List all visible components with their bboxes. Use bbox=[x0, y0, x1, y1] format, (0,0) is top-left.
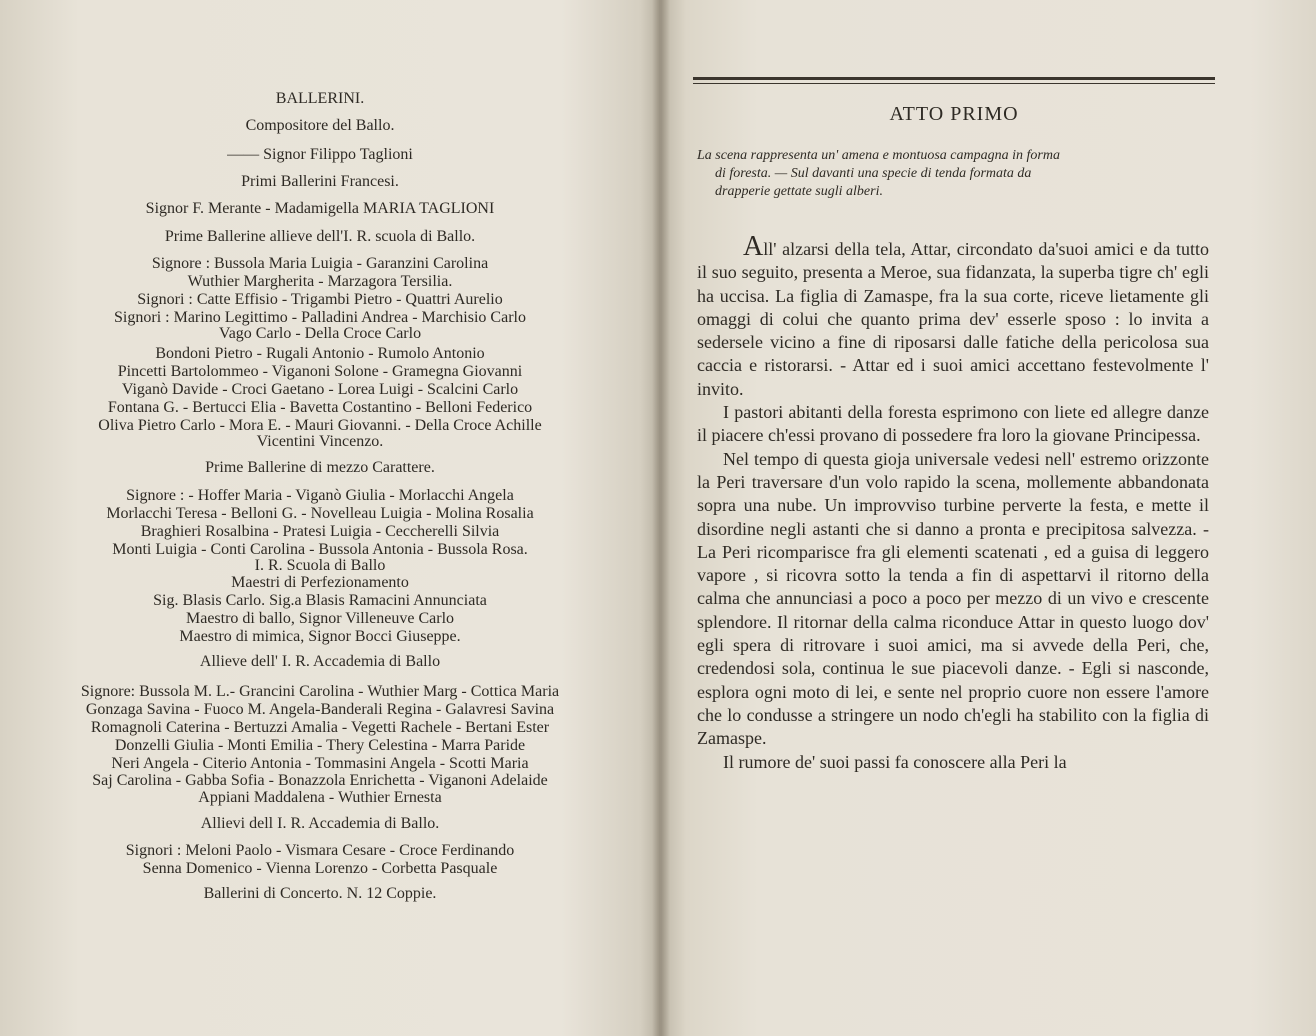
act-title: ATTO PRIMO bbox=[889, 103, 1019, 125]
paragraph: Nel tempo di questa gioja universale vedesi nell' estremo orizzonte la Peri traversare d'un volo rapido la scena, mollemente abbandonata sopra una nube. Un improvviso turbine perverte la festa, e mette il disordine negli astanti che si danno a pronta e precipitosa salvezza. - La Peri ricomparisce fra gli elementi scatenati , ed a guisa di leggero vapore , si ricovra sotto la tenda a fin di aspettarvi il ritorno della calma che annunciasi a poco a poco per mezzo di un vivo e crescente splendore. Il ritornar della calma riconduce Attar in questo luogo dov' egli spera di ritrovare i suoi amici, ma si avvede della Peri, che, credendosi sola, continua le sue piacevoli danze. - Egli si nasconde, esplora ogni moto di lei, e sente nel proprio cuore non essere l'amore che lo condusse a stringere un nodo ch'egli ha stabilito con la figlia di Zamaspe. bbox=[697, 448, 1209, 749]
book-spine bbox=[652, 0, 670, 1036]
cast-line: Pincetti Bartolommeo - Viganoni Solone - Gramegna Giovanni bbox=[117, 363, 523, 380]
header-rule-thin bbox=[693, 83, 1215, 84]
cast-line: Signori : Marino Legittimo - Palladini Andrea - Marchisio Carlo bbox=[114, 309, 526, 326]
cast-line: Sig. Blasis Carlo. Sig.a Blasis Ramacini Annunciata bbox=[153, 592, 487, 609]
section-heading: Compositore del Ballo. bbox=[245, 117, 395, 134]
cast-line: Signore : - Hoffer Maria - Viganò Giulia - Morlacchi Angela bbox=[126, 487, 514, 504]
cast-line: Signore : Bussola Maria Luigia - Garanzini Carolina bbox=[151, 255, 489, 272]
scene-description bbox=[697, 147, 1207, 201]
cast-line: Maestro di ballo, Signor Villeneuve Carlo bbox=[185, 610, 455, 627]
drop-cap: A bbox=[743, 231, 764, 262]
cast-line: —— Signor Filippo Taglioni bbox=[227, 146, 413, 163]
page-title: BALLERINI. bbox=[275, 90, 365, 107]
cast-line: I. R. Scuola di Ballo bbox=[254, 557, 386, 574]
cast-line: Signore: Bussola M. L.- Grancini Carolina - Wuthier Marg - Cottica Maria bbox=[80, 683, 560, 700]
cast-line: Romagnoli Caterina - Bertuzzi Amalia - Vegetti Rachele - Bertani Ester bbox=[90, 719, 550, 736]
cast-line: Wuthier Margherita - Marzagora Tersilia. bbox=[187, 273, 453, 290]
cast-line: Vago Carlo - Della Croce Carlo bbox=[218, 325, 422, 342]
cast-line: Maestro di mimica, Signor Bocci Giuseppe. bbox=[179, 628, 461, 645]
cast-line: Fontana G. - Bertucci Elia - Bavetta Costantino - Belloni Federico bbox=[107, 399, 533, 416]
cast-line: Donzelli Giulia - Monti Emilia - Thery Celestina - Marra Paride bbox=[114, 737, 526, 754]
scene-line: di foresta. — Sul davanti una specie di tenda formata da bbox=[715, 166, 1032, 181]
paragraph: Il rumore de' suoi passi fa conoscere alla Peri la bbox=[723, 751, 1067, 772]
cast-line: Maestri di Perfezionamento bbox=[231, 574, 409, 591]
cast-line: Bondoni Pietro - Rugali Antonio - Rumolo Antonio bbox=[155, 345, 485, 362]
cast-line: Viganò Davide - Croci Gaetano - Lorea Luigi - Scalcini Carlo bbox=[121, 381, 519, 398]
narrative-text bbox=[697, 231, 1209, 774]
paragraph: I pastori abitanti della foresta esprimono con liete ed allegre danze il piacere ch'essi provano di possedere fra loro la giovane Principessa. bbox=[697, 402, 1209, 446]
header-rule-thick bbox=[693, 77, 1215, 80]
cast-line: Vicentini Vincenzo. bbox=[256, 433, 384, 450]
section-heading: Allievi dell I. R. Accademia di Ballo. bbox=[200, 815, 440, 832]
cast-line: Senna Domenico - Vienna Lorenzo - Corbetta Pasquale bbox=[142, 860, 498, 877]
cast-line: Neri Angela - Citerio Antonia - Tommasini Angela - Scotti Maria bbox=[111, 755, 529, 772]
scene-line: La scena rappresenta un' amena e montuosa campagna in forma bbox=[697, 148, 1060, 163]
paragraph bbox=[697, 231, 1209, 401]
cast-line: Saj Carolina - Gabba Sofia - Bonazzola Enrichetta - Viganoni Adelaide bbox=[92, 772, 548, 789]
cast-line: Morlacchi Teresa - Belloni G. - Novelleau Luigia - Molina Rosalia bbox=[106, 505, 534, 522]
section-heading: Allieve dell' I. R. Accademia di Ballo bbox=[199, 653, 441, 670]
cast-line: Signori : Meloni Paolo - Vismara Cesare - Croce Ferdinando bbox=[125, 842, 515, 859]
cast-line: Monti Luigia - Conti Carolina - Bussola Antonia - Bussola Rosa. bbox=[112, 541, 528, 558]
section-heading: Ballerini di Concerto. N. 12 Coppie. bbox=[203, 885, 437, 902]
cast-line: Signor F. Merante - Madamigella MARIA TAGLIONI bbox=[145, 200, 495, 217]
cast-line: Braghieri Rosalbina - Pratesi Luigia - Ceccherelli Silvia bbox=[140, 523, 500, 540]
cast-line: Oliva Pietro Carlo - Mora E. - Mauri Giovanni. - Della Croce Achille bbox=[98, 417, 542, 434]
cast-line: Appiani Maddalena - Wuthier Ernesta bbox=[198, 789, 442, 806]
cast-line: Gonzaga Savina - Fuoco M. Angela-Banderali Regina - Galavresi Savina bbox=[85, 701, 555, 718]
section-heading: Prime Ballerine allieve dell'I. R. scuola di Ballo. bbox=[164, 228, 476, 245]
section-heading: Primi Ballerini Francesi. bbox=[241, 173, 399, 190]
scene-line: drapperie gettate sugli alberi. bbox=[715, 184, 883, 199]
paragraph-text: ll' alzarsi della tela, Attar, circondato da'suoi amici e da tutto il suo seguito, presenta a Meroe, sua fidanzata, la superba tigre ch' egli ha uccisa. La figlia di Zamaspe, fra la sua corte, riceve lietamente gli omaggi di colui che quanto prima dev' esserle sposo : lo invita a sedersele vicino a fine di riposarsi dalle fatiche della pericolosa sua caccia e ristorarsi. - Attar ed i suoi amici accettano festevolmente l' invito. bbox=[697, 239, 1209, 399]
section-heading: Prime Ballerine di mezzo Carattere. bbox=[205, 459, 435, 476]
cast-line: Signori : Catte Effisio - Trigambi Pietro - Quattri Aurelio bbox=[137, 291, 503, 308]
